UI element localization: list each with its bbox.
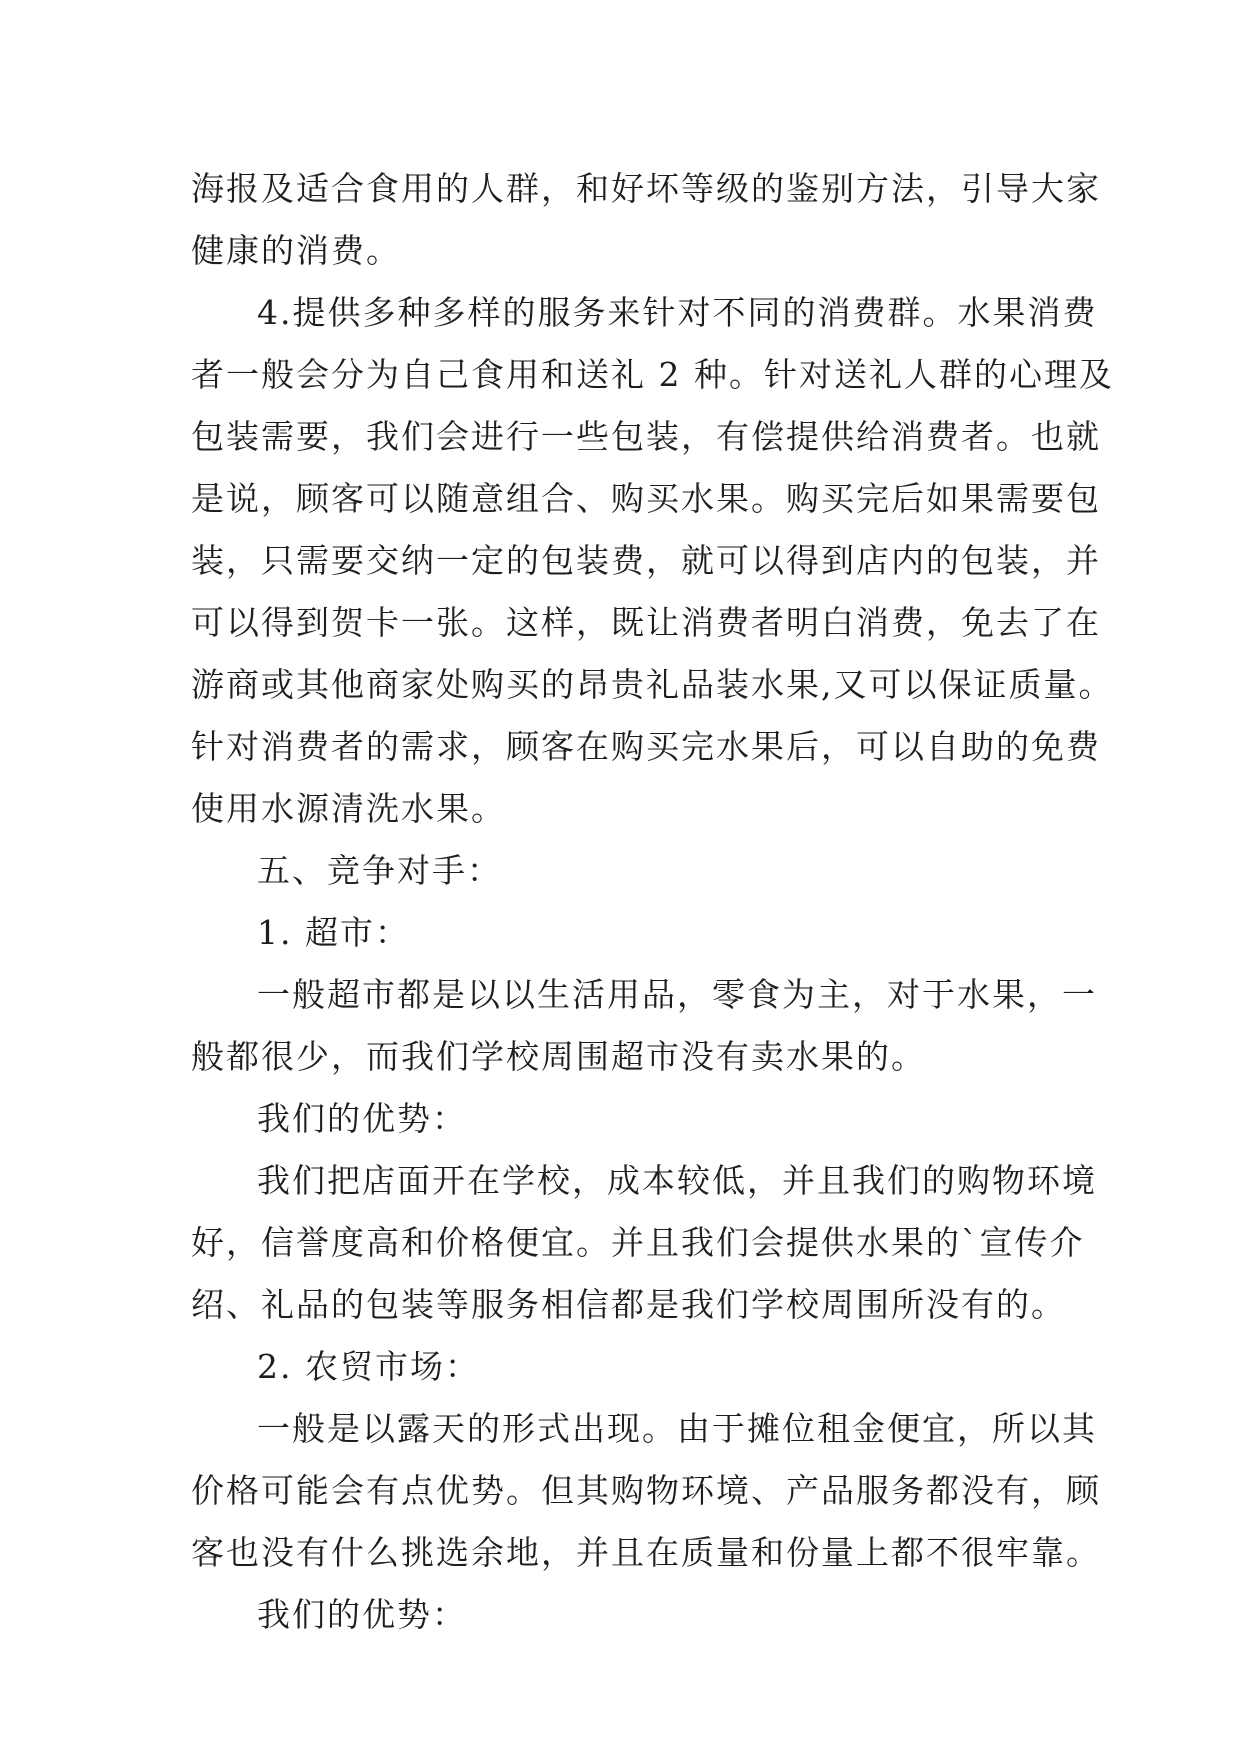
subsection-heading: 我们的优势： [257, 1099, 467, 1138]
text-line: 价格可能会有点优势。但其购物环境、产品服务都没有，顾 [191, 1471, 1101, 1510]
text-line: 客也没有什么挑选余地，并且在质量和份量上都不很牢靠。 [191, 1533, 1101, 1572]
text-line: 包装需要，我们会进行一些包装，有偿提供给消费者。也就 [191, 417, 1101, 456]
text-line: 健康的消费。 [191, 231, 401, 270]
text-line: 我们把店面开在学校，成本较低，并且我们的购物环境 [257, 1161, 1097, 1200]
section-heading: 五、竞争对手： [257, 851, 502, 890]
text-line: 游商或其他商家处购买的昂贵礼品装水果,又可以保证质量。 [191, 665, 1114, 704]
text-line: 4.提供多种多样的服务来针对不同的消费群。水果消费 [257, 293, 1098, 332]
text-line: 可以得到贺卡一张。这样，既让消费者明白消费，免去了在 [191, 603, 1101, 642]
subsection-heading: 我们的优势： [257, 1595, 467, 1634]
subsection-heading: 1. 超市： [257, 913, 410, 952]
text-line: 是说，顾客可以随意组合、购买水果。购买完后如果需要包 [191, 479, 1101, 518]
text-line: 般都很少，而我们学校周围超市没有卖水果的。 [191, 1037, 926, 1076]
text-line: 一般超市都是以以生活用品，零食为主，对于水果，一 [257, 975, 1097, 1014]
text-line: 绍、礼品的包装等服务相信都是我们学校周围所没有的。 [191, 1285, 1066, 1324]
document-body [191, 158, 1114, 1646]
text-line: 一般是以露天的形式出现。由于摊位租金便宜，所以其 [257, 1409, 1097, 1448]
text-line: 针对消费者的需求，顾客在购买完水果后，可以自助的免费 [191, 727, 1101, 766]
text-line: 海报及适合食用的人群，和好坏等级的鉴别方法，引导大家 [191, 169, 1101, 208]
text-line: 装，只需要交纳一定的包装费，就可以得到店内的包装，并 [191, 541, 1101, 580]
text-line: 者一般会分为自己食用和送礼 2 种。针对送礼人群的心理及 [191, 355, 1114, 394]
subsection-heading: 2. 农贸市场： [257, 1347, 480, 1386]
text-line: 好，信誉度高和价格便宜。并且我们会提供水果的`宣传介 [191, 1223, 1085, 1262]
text-line: 使用水源清洗水果。 [191, 789, 506, 828]
